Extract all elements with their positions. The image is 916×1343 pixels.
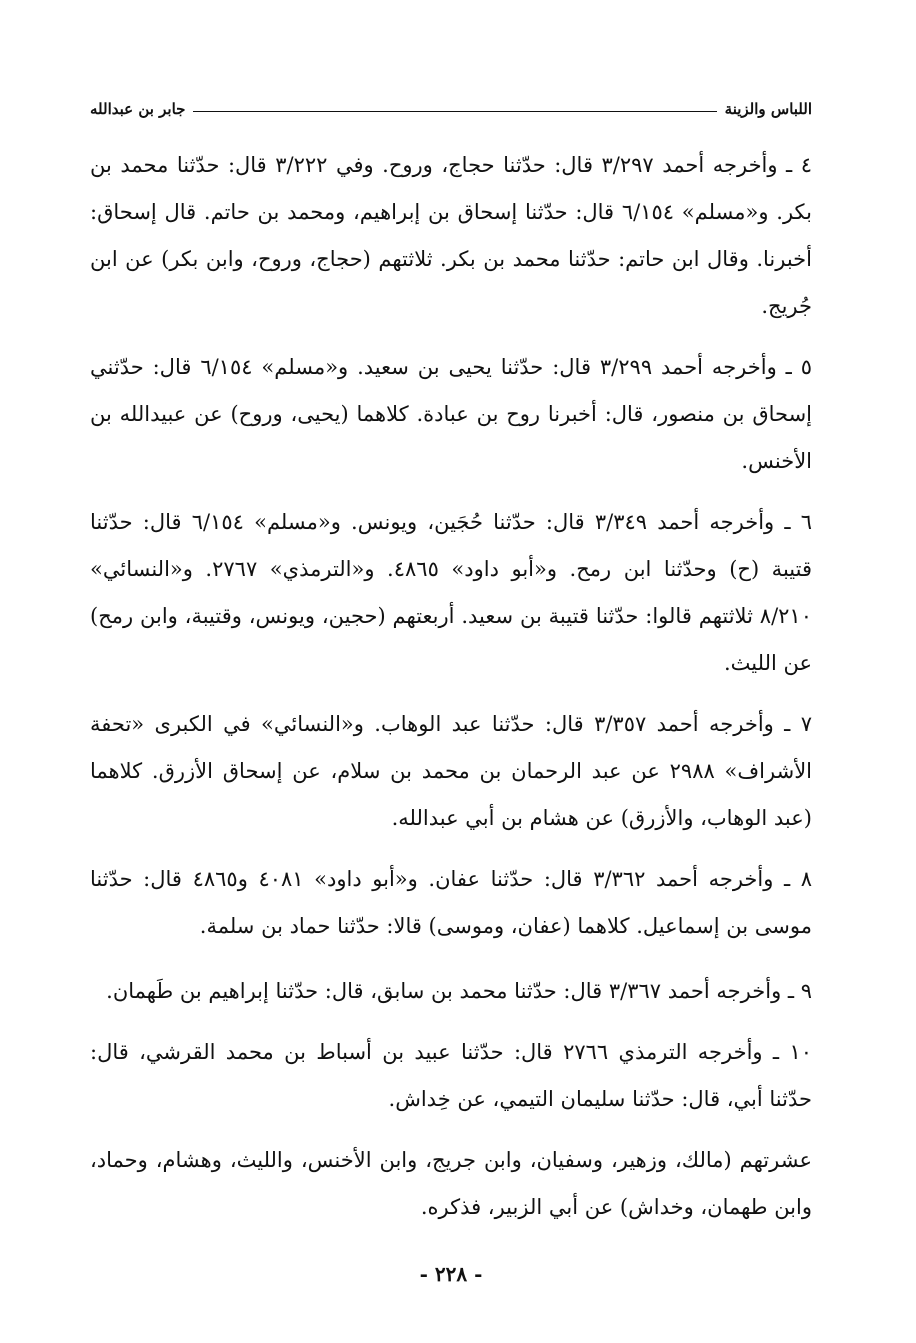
hadith-source-paragraph-8: ٨ ـ وأخرجه أحمد ٣/٣٦٢ قال: حدّثنا عفان. و«أبو داود» ٤٠٨١ و٤٨٦٥ قال: حدّثنا موسى بن إسماعيل. كلاهما (عفان، وموسى) قالا: حدّثنا حماد بن سلمة. [90,867,812,938]
hadith-source-paragraph-4: ٤ ـ وأخرجه أحمد ٣/٢٩٧ قال: حدّثنا حجاج، وروح. وفي ٣/٢٢٢ قال: حدّثنا محمد بن بكر. و«مسلم» ٦/١٥٤ قال: حدّثنا إسحاق بن إبراهيم، ومحمد بن حاتم. قال إسحاق: أخبرنا. وقال ابن حاتم: حدّثنا محمد بن بكر. ثلاثتهم (حجاج، وروح، وابن بكر) عن ابن جُريج. [90,153,812,318]
hadith-source-paragraph-5: ٥ ـ وأخرجه أحمد ٣/٢٩٩ قال: حدّثنا يحيى بن سعيد. و«مسلم» ٦/١٥٤ قال: حدّثني إسحاق بن منصور، قال: أخبرنا روح بن عبادة. كلاهما (يحيى، وروح) عن عبيدالله بن الأخنس. [90,355,813,473]
hadith-source-paragraph-9: ٩ ـ وأخرجه أحمد ٣/٣٦٧ قال: حدّثنا محمد بن سابق، قال: حدّثنا إبراهيم بن طَهمان. [106,979,812,1003]
running-head [90,92,812,118]
running-head-rule [193,111,716,112]
page-body [90,142,812,1245]
page-number: - ٢٢٨ - [419,1262,483,1286]
summary-paragraph: عشرتهم (مالك، وزهير، وسفيان، وابن جريج، وابن الأخنس، والليث، وهشام، وحماد، وابن طهمان، وخداش) عن أبي الزبير، فذكره. [90,1148,812,1219]
running-head-chapter: اللباس والزينة [724,100,812,118]
book-page [90,92,812,1292]
hadith-source-paragraph-7: ٧ ـ وأخرجه أحمد ٣/٣٥٧ قال: حدّثنا عبد الوهاب. و«النسائي» في الكبرى «تحفة الأشراف» ٢٩٨٨ عن عبد الرحمان بن محمد بن سلام، عن إسحاق الأزرق. كلاهما (عبد الوهاب، والأزرق) عن هشام بن أبي عبدالله. [90,712,813,830]
running-head-narrator: جابر بن عبدالله [90,100,186,118]
hadith-source-paragraph-10: ١٠ ـ وأخرجه الترمذي ٢٧٦٦ قال: حدّثنا عبيد بن أسباط بن محمد القرشي، قال: حدّثنا أبي، قال: حدّثنا سليمان التيمي، عن خِداش. [90,1040,812,1111]
hadith-source-paragraph-6: ٦ ـ وأخرجه أحمد ٣/٣٤٩ قال: حدّثنا حُجَين، ويونس. و«مسلم» ٦/١٥٤ قال: حدّثنا قتيبة (ح) وحدّثنا ابن رمح. و«أبو داود» ٤٨٦٥. و«الترمذي» ٢٧٦٧. و«النسائي» ٨/٢١٠ ثلاثتهم قالوا: حدّثنا قتيبة بن سعيد. أربعتهم (حجين، ويونس، وقتيبة، وابن رمح) عن الليث. [90,510,812,675]
